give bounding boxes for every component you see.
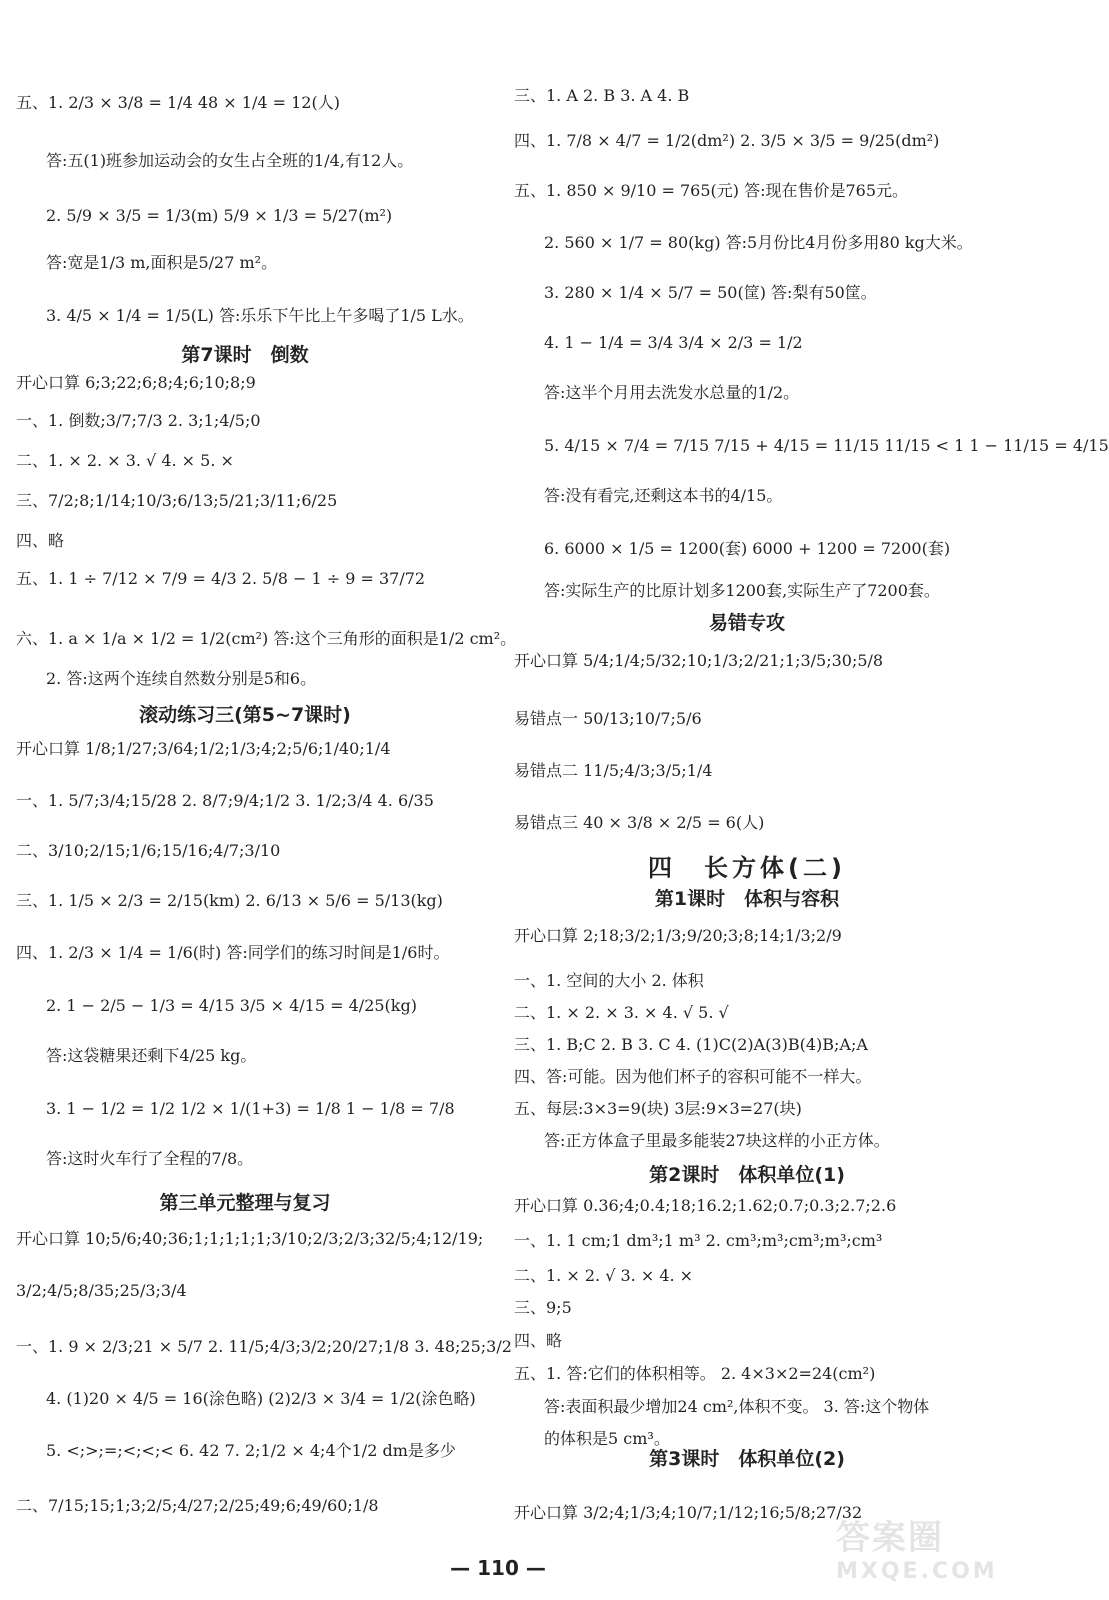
answer-line: 五、1. 850 × 9/10 = 765(元) 答:现在售价是765元。: [514, 181, 909, 200]
answer-line: 答:这时火车行了全程的7/8。: [46, 1149, 254, 1168]
answer-line: 四、略: [16, 531, 65, 550]
answer-line: 答:实际生产的比原计划多1200套,实际生产了7200套。: [544, 581, 940, 600]
answer-line: 5. <;>;=;<;<;< 6. 42 7. 2;1/2 × 4;4个1/2 dm是多少: [46, 1441, 456, 1460]
answer-line: 5. 4/15 × 7/4 = 7/15 7/15 + 4/15 = 11/15 11/15 < 1 1 − 11/15 = 4/15: [544, 436, 1109, 455]
answer-line: 三、9;5: [514, 1298, 572, 1317]
chapter-heading: 四 长方体(二): [648, 854, 846, 882]
answer-line: 答:五(1)班参加运动会的女生占全班的1/4,有12人。: [46, 151, 414, 170]
answer-line: 四、答:可能。因为他们杯子的容积可能不一样大。: [514, 1067, 872, 1086]
answer-line: 易错点二 11/5;4/3;3/5;1/4: [514, 761, 713, 780]
section-heading: 第2课时 体积单位(1): [649, 1164, 845, 1186]
answer-line: 3. 4/5 × 1/4 = 1/5(L) 答:乐乐下午比上午多喝了1/5 L水。: [46, 306, 474, 325]
answer-line: 五、1. 答:它们的体积相等。 2. 4×3×2=24(cm²): [514, 1364, 876, 1383]
answer-line: 三、1. 1/5 × 2/3 = 2/15(km) 2. 6/13 × 5/6 = 5/13(kg): [16, 891, 443, 910]
answer-line: 3/2;4/5;8/35;25/3;3/4: [16, 1281, 187, 1300]
page-number: — 110 —: [450, 1556, 546, 1580]
answer-line: 易错点一 50/13;10/7;5/6: [514, 709, 702, 728]
answer-line: 五、1. 2/3 × 3/8 = 1/4 48 × 1/4 = 12(人): [16, 93, 340, 112]
answer-line: 一、1. 倒数;3/7;7/3 2. 3;1;4/5;0: [16, 411, 261, 430]
answer-line: 2. 560 × 1/7 = 80(kg) 答:5月份比4月份多用80 kg大米。: [544, 233, 973, 252]
answer-line: 易错点三 40 × 3/8 × 2/5 = 6(人): [514, 813, 765, 832]
answer-line: 开心口算 6;3;22;6;8;4;6;10;8;9: [16, 373, 256, 392]
answer-line: 二、1. × 2. × 3. × 4. √ 5. √: [514, 1003, 729, 1022]
right-column: [498, 0, 1109, 1600]
answer-line: 三、1. A 2. B 3. A 4. B: [514, 86, 690, 105]
answer-line: 二、3/10;2/15;1/6;15/16;4/7;3/10: [16, 841, 281, 860]
answer-line: 四、略: [514, 1331, 563, 1350]
answer-line: 3. 280 × 1/4 × 5/7 = 50(筐) 答:梨有50筐。: [544, 283, 877, 302]
answer-line: 2. 1 − 2/5 − 1/3 = 4/15 3/5 × 4/15 = 4/25(kg): [46, 996, 417, 1015]
answer-line: 3. 1 − 1/2 = 1/2 1/2 × 1/(1+3) = 1/8 1 − 1/8 = 7/8: [46, 1099, 455, 1118]
answer-line: 一、1. 1 cm;1 dm³;1 m³ 2. cm³;m³;cm³;m³;cm³: [514, 1231, 883, 1250]
answer-line: 二、1. × 2. √ 3. × 4. ×: [514, 1266, 694, 1285]
answer-line: 三、1. B;C 2. B 3. C 4. (1)C(2)A(3)B(4)B;A;A: [514, 1035, 868, 1054]
answer-line: 五、1. 1 ÷ 7/12 × 7/9 = 4/3 2. 5/8 − 1 ÷ 9 = 37/72: [16, 569, 426, 588]
answer-line: 开心口算 2;18;3/2;1/3;9/20;3;8;14;1/3;2/9: [514, 926, 842, 945]
section-heading: 第3课时 体积单位(2): [649, 1448, 845, 1470]
answer-line: 二、7/15;15;1;3;2/5;4/27;2/25;49;6;49/60;1/8: [16, 1496, 379, 1515]
answer-line: 一、1. 5/7;3/4;15/28 2. 8/7;9/4;1/2 3. 1/2;3/4 4. 6/35: [16, 791, 434, 810]
answer-line: 四、1. 7/8 × 4/7 = 1/2(dm²) 2. 3/5 × 3/5 = 9/25(dm²): [514, 131, 940, 150]
answer-line: 一、1. 9 × 2/3;21 × 5/7 2. 11/5;4/3;3/2;20/27;1/8 3. 48;25;3/2: [16, 1337, 512, 1356]
answer-line: 四、1. 2/3 × 1/4 = 1/6(时) 答:同学们的练习时间是1/6时。: [16, 943, 450, 962]
answer-line: 六、1. a × 1/a × 1/2 = 1/2(cm²) 答:这个三角形的面积是1/2 cm²。: [16, 629, 517, 648]
answer-line: 的体积是5 cm³。: [544, 1429, 670, 1448]
answer-line: 三、7/2;8;1/14;10/3;6/13;5/21;3/11;6/25: [16, 491, 338, 510]
answer-line: 开心口算 5/4;1/4;5/32;10;1/3;2/21;1;3/5;30;5/8: [514, 651, 884, 670]
answer-line: 一、1. 空间的大小 2. 体积: [514, 971, 704, 990]
watermark-logo: [836, 1510, 998, 1584]
answer-line: 开心口算 1/8;1/27;3/64;1/2;1/3;4;2;5/6;1/40;1/4: [16, 739, 391, 758]
watermark-top-text: 答案圈: [836, 1518, 944, 1558]
answer-line: 2. 答:这两个连续自然数分别是5和6。: [46, 669, 317, 688]
section-heading: 易错专攻: [708, 612, 785, 634]
answer-line: 五、每层:3×3=9(块) 3层:9×3=27(块): [514, 1099, 802, 1118]
answer-line: 开心口算 3/2;4;1/3;4;10/7;1/12;16;5/8;27/32: [514, 1503, 863, 1522]
answer-line: 答:正方体盒子里最多能装27块这样的小正方体。: [544, 1131, 890, 1150]
answer-line: 4. (1)20 × 4/5 = 16(涂色略) (2)2/3 × 3/4 = 1/2(涂色略): [46, 1389, 476, 1408]
section-heading: 第7课时 倒数: [181, 344, 309, 366]
section-heading: 第1课时 体积与容积: [654, 888, 840, 910]
answer-line: 答:这半个月用去洗发水总量的1/2。: [544, 383, 800, 402]
section-heading: 第三单元整理与复习: [159, 1192, 331, 1214]
answer-line: 答:这袋糖果还剩下4/25 kg。: [46, 1046, 257, 1065]
answer-line: 答:表面积最少增加24 cm²,体积不变。 3. 答:这个物体: [544, 1397, 930, 1416]
answer-line: 答:没有看完,还剩这本书的4/15。: [544, 486, 783, 505]
answer-line: 开心口算 0.36;4;0.4;18;16.2;1.62;0.7;0.3;2.7;2.6: [514, 1196, 897, 1215]
section-heading: 滚动练习三(第5~7课时): [139, 704, 351, 726]
answer-line: 2. 5/9 × 3/5 = 1/3(m) 5/9 × 1/3 = 5/27(m²): [46, 206, 393, 225]
watermark-bottom-text: MXQE.COM: [836, 1559, 998, 1584]
answer-line: 开心口算 10;5/6;40;36;1;1;1;1;1;3/10;2/3;2/3;32/5;4;12/19;: [16, 1229, 484, 1248]
answer-line: 答:宽是1/3 m,面积是5/27 m²。: [46, 253, 278, 272]
answer-line: 二、1. × 2. × 3. √ 4. × 5. ×: [16, 451, 234, 470]
answer-line: 6. 6000 × 1/5 = 1200(套) 6000 + 1200 = 7200(套): [544, 539, 951, 558]
answer-line: 4. 1 − 1/4 = 3/4 3/4 × 2/3 = 1/2: [544, 333, 803, 352]
